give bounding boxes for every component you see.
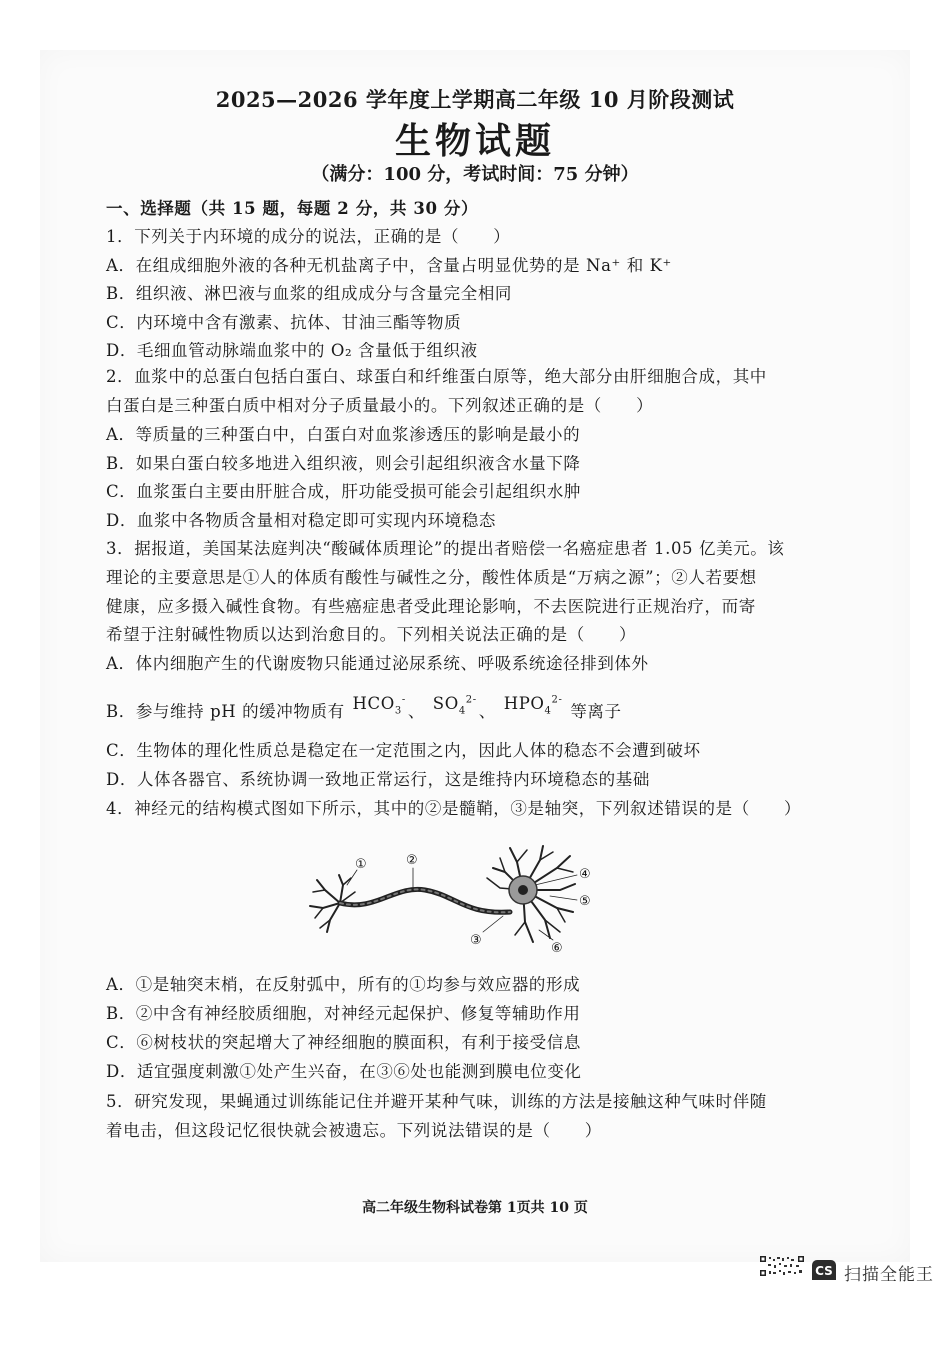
neuron-diagram	[295, 840, 615, 955]
question-2-option-a: A．等质量的三种蛋白中，白蛋白对血浆渗透压的影响是最小的	[106, 425, 581, 444]
page-footer: 高二年级生物科试卷第 1页共 10 页	[362, 1200, 588, 1216]
question-3-option-d: D．人体各器官、系统协调一致地正常运行，这是维持内环境稳态的基础	[106, 770, 650, 789]
option-b-suffix: 等离子	[570, 702, 622, 721]
subject-title: 生物试题	[394, 120, 555, 162]
section-title: 一、选择题（共 15 题，每题 2 分，共 30 分）	[106, 199, 479, 218]
question-4-option-a: A．①是轴突末梢，在反射弧中，所有的①均参与效应器的形成	[106, 975, 581, 994]
question-1-option-b: B．组织液、淋巴液与血浆的组成成分与含量完全相同	[106, 284, 513, 303]
ion-hydrogen-phosphate: $HPO_4^{2-}$	[503, 694, 563, 717]
ion-bicarbonate: $HCO_3^-$	[352, 694, 406, 717]
question-2-option-d: D．血浆中各物质含量相对稳定即可实现内环境稳态	[106, 511, 497, 530]
ion-sulfate: $SO_4^{2-}$	[432, 694, 477, 717]
label-1: ①	[355, 857, 367, 872]
question-2-stem-line-2: 白蛋白是三种蛋白质中相对分子质量最小的。下列叙述正确的是（ ）	[106, 396, 654, 415]
question-1-option-c: C．内环境中含有激素、抗体、甘油三酯等物质	[106, 313, 462, 332]
question-2-option-c: C．血浆蛋白主要由肝脏合成，肝功能受损可能会引起组织水肿	[106, 482, 581, 501]
neuron-illustration	[295, 840, 615, 955]
question-3-stem-line-4: 希望于注射碱性物质以达到治愈目的。下列相关说法正确的是（ ）	[106, 625, 637, 644]
question-4-option-c: C．⑥树枝状的突起增大了神经细胞的膜面积，有利于接受信息	[106, 1033, 581, 1052]
question-1-stem: 1．下列关于内环境的成分的说法，正确的是（ ）	[106, 227, 511, 246]
question-3-stem-line-2: 理论的主要意思是①人的体质有酸性与碱性之分，酸性体质是“万病之源”；②人若要想	[106, 568, 757, 587]
label-3: ③	[470, 933, 482, 948]
label-4: ④	[579, 867, 591, 882]
question-3-option-a: A．体内细胞产生的代谢废物只能通过泌尿系统、呼吸系统途径排到体外	[106, 654, 649, 673]
label-2: ②	[406, 853, 418, 868]
question-2-option-b: B．如果白蛋白较多地进入组织液，则会引起组织液含水量下降	[106, 454, 581, 473]
question-3-option-c: C．生物体的理化性质总是稳定在一定范围之内，因此人体的稳态不会遭到破坏	[106, 741, 701, 760]
exam-title: 2025—2026 学年度上学期高二年级 10 月阶段测试	[215, 87, 735, 112]
camscanner-watermark	[760, 1254, 950, 1284]
question-3-stem-line-1: 3．据报道，美国某法庭判决“酸碱体质理论”的提出者赔偿一名癌症患者 1.05 亿美元。该	[106, 539, 785, 558]
label-6: ⑥	[551, 941, 563, 955]
camscanner-logo-icon: CS	[812, 1260, 836, 1280]
question-5-stem-line-2: 着电击，但这段记忆很快就会被遗忘。下列说法错误的是（ ）	[106, 1121, 602, 1140]
question-3-option-b: B．参与维持 pH 的缓冲物质有 $HCO_3^-$、 $SO_4^{2-}$、 $HPO_4^{2-}$ 等离子	[106, 694, 622, 721]
exam-meta: （满分：100 分，考试时间：75 分钟）	[311, 164, 639, 185]
label-5: ⑤	[579, 894, 591, 909]
question-1-option-a: A．在组成细胞外液的各种无机盐离子中，含量占明显优势的是 Na⁺ 和 K⁺	[106, 256, 672, 275]
option-b-prefix: B．参与维持 pH 的缓冲物质有	[106, 702, 345, 721]
question-5-stem-line-1: 5．研究发现，果蝇通过训练能记住并避开某种气味，训练的方法是接触这种气味时伴随	[106, 1092, 767, 1111]
question-4-stem: 4．神经元的结构模式图如下所示，其中的②是髓鞘，③是轴突，下列叙述错误的是（ ）	[106, 799, 802, 818]
question-1-option-d: D．毛细血管动脉端血浆中的 O₂ 含量低于组织液	[106, 341, 478, 360]
camscanner-app-name: 扫描全能王	[844, 1265, 934, 1284]
question-4-option-d: D．适宜强度刺激①处产生兴奋，在③⑥处也能测到膜电位变化	[106, 1062, 582, 1081]
question-4-option-b: B．②中含有神经胶质细胞，对神经元起保护、修复等辅助作用	[106, 1004, 581, 1023]
qr-code-icon	[760, 1256, 804, 1276]
question-3-stem-line-3: 健康，应多摄入碱性食物。有些癌症患者受此理论影响，不去医院进行正规治疗，而寄	[106, 597, 756, 616]
question-2-stem-line-1: 2．血浆中的总蛋白包括白蛋白、球蛋白和纤维蛋白原等，绝大部分由肝细胞合成，其中	[106, 367, 767, 386]
